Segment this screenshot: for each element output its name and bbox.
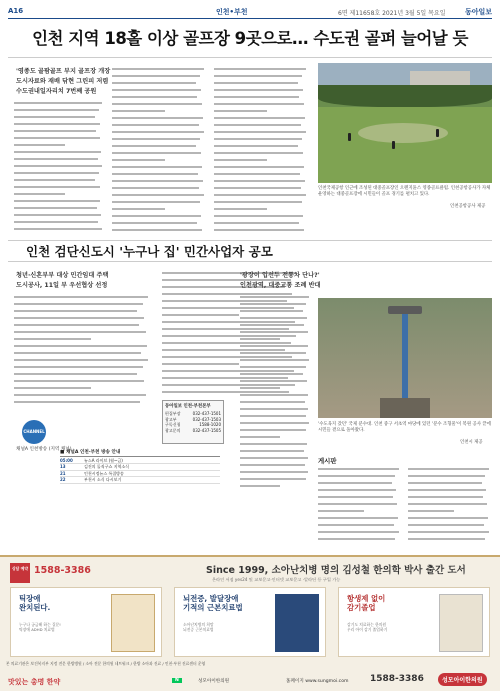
book-cover-image (111, 594, 155, 652)
text-line (318, 515, 402, 522)
text-line (318, 501, 402, 508)
text-line (14, 371, 154, 378)
book-cover-image (275, 594, 319, 652)
article3-subhead-2: 인천광역, 대중교통 조례 반대 (240, 282, 321, 289)
schedule-row: 05:00 뉴스A 라이브 (월~금) (60, 458, 220, 464)
text-line (240, 399, 312, 406)
ad-book-2 (174, 587, 326, 657)
text-line (14, 163, 106, 170)
article1-body-col1 (14, 100, 106, 234)
ad-book-desc: 누구나 궁금해 하는 질문! 틱장애 ADHD 치료법 (19, 622, 61, 632)
text-line (14, 212, 106, 219)
text-line (214, 108, 310, 115)
text-line (112, 143, 208, 150)
newspaper-brand: 동아일보 (464, 8, 492, 16)
text-line (240, 301, 312, 308)
text-line (14, 329, 154, 336)
article2-headline: 인천 검단신도시 '누구나 집' 민간사업자 공모 (8, 240, 492, 262)
article2-subhead-1: 청년·신혼부부 대상 민간임대 주택 (16, 272, 109, 279)
text-line (318, 494, 402, 501)
text-line (240, 329, 312, 336)
page-header (8, 5, 492, 19)
text-line (14, 364, 154, 371)
article1-body-col3 (214, 66, 310, 234)
bulletin-body-col1 (318, 466, 402, 546)
infobox-row: 광고문의 032-437-1505 (165, 427, 221, 433)
text-line (112, 213, 208, 220)
infobox-row: 편집부장 032-437-1501 (165, 411, 221, 416)
issue-date: 6면 제11658호 2021년 3월 5일 목요일 (338, 10, 446, 17)
clinic-logo: 성모아이한의원 (438, 673, 487, 686)
text-line (112, 122, 208, 129)
ad-consult-badge: 상담 예약 (10, 563, 30, 583)
text-line (318, 536, 402, 543)
text-line (112, 136, 208, 143)
text-line (14, 135, 106, 142)
text-line (112, 66, 208, 73)
text-line (14, 198, 106, 205)
text-line (112, 94, 208, 101)
ad-book-3 (338, 587, 490, 657)
text-line (318, 487, 402, 494)
article3-subhead-1: '광장이 입선두 전통차 단나?' (240, 272, 320, 279)
section-title: 인천•부천 (216, 8, 248, 16)
text-line (318, 508, 402, 515)
text-line (240, 315, 312, 322)
text-line (240, 406, 312, 413)
ad-phone-number-2: 1588-3386 (370, 674, 424, 684)
text-line (408, 501, 492, 508)
text-line (214, 129, 310, 136)
text-line (214, 227, 310, 234)
text-line (214, 143, 310, 150)
text-line (14, 100, 106, 107)
text-line (240, 448, 312, 455)
text-line (214, 192, 310, 199)
text-line (240, 420, 312, 427)
ad-book-title: 틱장애 완치된다. (19, 594, 51, 612)
text-line (112, 206, 208, 213)
bulletin-body-col2 (408, 466, 492, 546)
text-line (14, 350, 154, 357)
text-line (214, 157, 310, 164)
article2-body-col1 (14, 294, 154, 412)
text-line (408, 473, 492, 480)
text-line (318, 522, 402, 529)
text-line (14, 177, 106, 184)
text-line (240, 434, 312, 441)
text-line (214, 150, 310, 157)
ad-book-desc: 감기도 치료하는 한의원 우리 아이 감기 졸업하기 (347, 622, 388, 632)
article2-subhead-2: 도시공사, 11일 부 우선협상 선정 (16, 282, 108, 289)
text-line (14, 322, 154, 329)
article1-subhead-2: 도시자료와 재배 닦현 그린피 저렴 (16, 78, 109, 85)
article3-body-col1 (240, 294, 312, 494)
text-line (112, 220, 208, 227)
text-line (240, 462, 312, 469)
naver-icon: N (172, 678, 182, 683)
text-line (14, 205, 106, 212)
text-line (112, 185, 208, 192)
article1-headline: 인천 지역 18홀 이상 골프장 9곳으로… 수도권 골퍼 늘어날 듯 (8, 22, 492, 58)
schedule-row: 22 부천시 소식 다시보기 (60, 477, 220, 483)
ad-book-title: 항생제 없이 감기졸업 (347, 594, 386, 612)
text-line (112, 157, 208, 164)
text-line (214, 178, 310, 185)
text-line (14, 226, 106, 233)
text-line (112, 87, 208, 94)
text-line (112, 73, 208, 80)
text-line (112, 80, 208, 87)
text-line (408, 480, 492, 487)
text-line (14, 142, 106, 149)
channel-a-logo: CHANNEL A (22, 420, 46, 444)
text-line (240, 294, 312, 301)
text-line (14, 184, 106, 191)
text-line (214, 87, 310, 94)
ad-tagline: 맛있는 총명 한약 (8, 678, 61, 686)
text-line (240, 469, 312, 476)
ad-title: Since 1999, 소아난치병 명의 김성철 한의학 박사 출간 도서 (206, 565, 466, 576)
text-line (14, 301, 154, 308)
text-line (214, 115, 310, 122)
text-line (14, 170, 106, 177)
text-line (112, 108, 208, 115)
fountain-photo-caption: '수도육지 갔던' 국제 분수대. 인천 중구 서초역 마당에 있던 '분수 조형물'이 복원 공사 끝에 시민들 곁으로 돌아왔다. (318, 422, 491, 433)
infobox-row: 구독신청 1588-1020 (165, 422, 221, 428)
text-line (408, 508, 492, 515)
text-line (408, 522, 492, 529)
text-line (14, 149, 106, 156)
text-line (14, 191, 106, 198)
infobox-title: 동아일보 인천·부천본부 (165, 404, 211, 409)
text-line (14, 385, 154, 392)
text-line (14, 114, 106, 121)
text-line (112, 227, 208, 234)
text-line (214, 80, 310, 87)
text-line (214, 185, 310, 192)
book-cover-image (439, 594, 483, 652)
text-line (214, 171, 310, 178)
text-line (14, 107, 106, 114)
text-line (14, 156, 106, 163)
text-line (318, 529, 402, 536)
text-line (240, 364, 312, 371)
text-line (214, 122, 310, 129)
text-line (112, 164, 208, 171)
text-line (240, 357, 312, 364)
text-line (240, 308, 312, 315)
text-line (240, 378, 312, 385)
text-line (112, 101, 208, 108)
text-line (318, 473, 402, 480)
text-line (240, 371, 312, 378)
text-line (214, 199, 310, 206)
text-line (14, 128, 106, 135)
text-line (214, 164, 310, 171)
text-line (408, 487, 492, 494)
text-line (214, 206, 310, 213)
text-line (240, 392, 312, 399)
text-line (240, 413, 312, 420)
text-line (14, 219, 106, 226)
text-line (14, 308, 154, 315)
text-line (112, 178, 208, 185)
text-line (14, 336, 154, 343)
article1-subhead-3: 수도권내일자리치 7번째 공원 (16, 88, 97, 95)
text-line (112, 115, 208, 122)
text-line (112, 171, 208, 178)
text-line (240, 483, 312, 490)
text-line (240, 427, 312, 434)
fountain-photo-credit: 인천시 제공 (460, 440, 483, 445)
text-line (112, 192, 208, 199)
ad-phone-number: 1588-3386 (34, 565, 91, 576)
text-line (112, 199, 208, 206)
text-line (214, 213, 310, 220)
ad-subtitle: 온라인 서점 yes24 및 교보문고·인터넷 교보문고 ·알라딘 등 구입 가능 (212, 577, 341, 582)
ad-book-title: 뇌전증, 발달장애 기적의 근본치료법 (183, 594, 243, 612)
text-line (14, 294, 154, 301)
schedule-row: 13 김진의 돌직구쇼 지역소식 (60, 464, 220, 470)
text-line (408, 529, 492, 536)
text-line (240, 441, 312, 448)
channel-label: 채널A 인천방송 (지역 채널) (16, 447, 72, 452)
text-line (408, 466, 492, 473)
text-line (14, 315, 154, 322)
text-line (408, 494, 492, 501)
text-line (408, 536, 492, 543)
broadcast-schedule (60, 449, 220, 489)
text-line (14, 121, 106, 128)
text-line (240, 385, 312, 392)
text-line (214, 73, 310, 80)
text-line (214, 136, 310, 143)
text-line (240, 343, 312, 350)
bulletin-board-title: 게시판 (318, 457, 337, 465)
text-line (240, 455, 312, 462)
golf-photo-credit: 인천공항공사 제공 (450, 204, 486, 209)
ad-footer-notice: 본 의료기관은 보건복지부 지정 전문 한방병원 / 소아 전문 한의원 네트워크 / 한방 소아과 진료 / 인천·부천 진료센터 운영 (6, 661, 206, 666)
text-line (240, 336, 312, 343)
text-line (214, 220, 310, 227)
ad-homepage: 홈페이지 www.sungmoi.com (286, 679, 349, 684)
text-line (112, 129, 208, 136)
text-line (318, 466, 402, 473)
article1-body-col2 (112, 66, 208, 234)
text-line (408, 515, 492, 522)
golf-photo-caption: 인천국제공항 인근에 조성된 대중골프장인 오렌지듄스 영종골프클럽. 인천공항공사가 자체 운영하는 대중골프장에 시민들이 골프 경기를 펼치고 있다. (318, 186, 491, 197)
text-line (214, 66, 310, 73)
golf-course-photo (318, 63, 492, 183)
text-line (214, 94, 310, 101)
text-line (318, 480, 402, 487)
text-line (240, 350, 312, 357)
text-line (14, 392, 154, 399)
schedule-title: ■ 채널A 인천·부천 방송 안내 (60, 449, 220, 457)
text-line (240, 476, 312, 483)
text-line (14, 357, 154, 364)
fountain-sculpture-photo (318, 298, 492, 418)
text-line (14, 343, 154, 350)
text-line (14, 378, 154, 385)
page-number: A16 (8, 7, 24, 15)
text-line (14, 399, 154, 406)
text-line (214, 101, 310, 108)
infobox-row: 광고부 032-437-1503 (165, 416, 221, 422)
ad-book-desc: 소아난치병의 희망 뇌전증 근본치료법 (183, 622, 214, 632)
schedule-row: 21 인천시정뉴스 특집방송 (60, 471, 220, 477)
text-line (240, 322, 312, 329)
ad-book-1 (10, 587, 162, 657)
clinic-advertisement (0, 555, 500, 691)
ad-naver-search: 성모아이한의원 (198, 679, 230, 684)
text-line (112, 150, 208, 157)
article1-subhead-1: '영종도 골팜골프 부지 골프장 개장 (16, 68, 111, 75)
contact-infobox (162, 400, 224, 444)
